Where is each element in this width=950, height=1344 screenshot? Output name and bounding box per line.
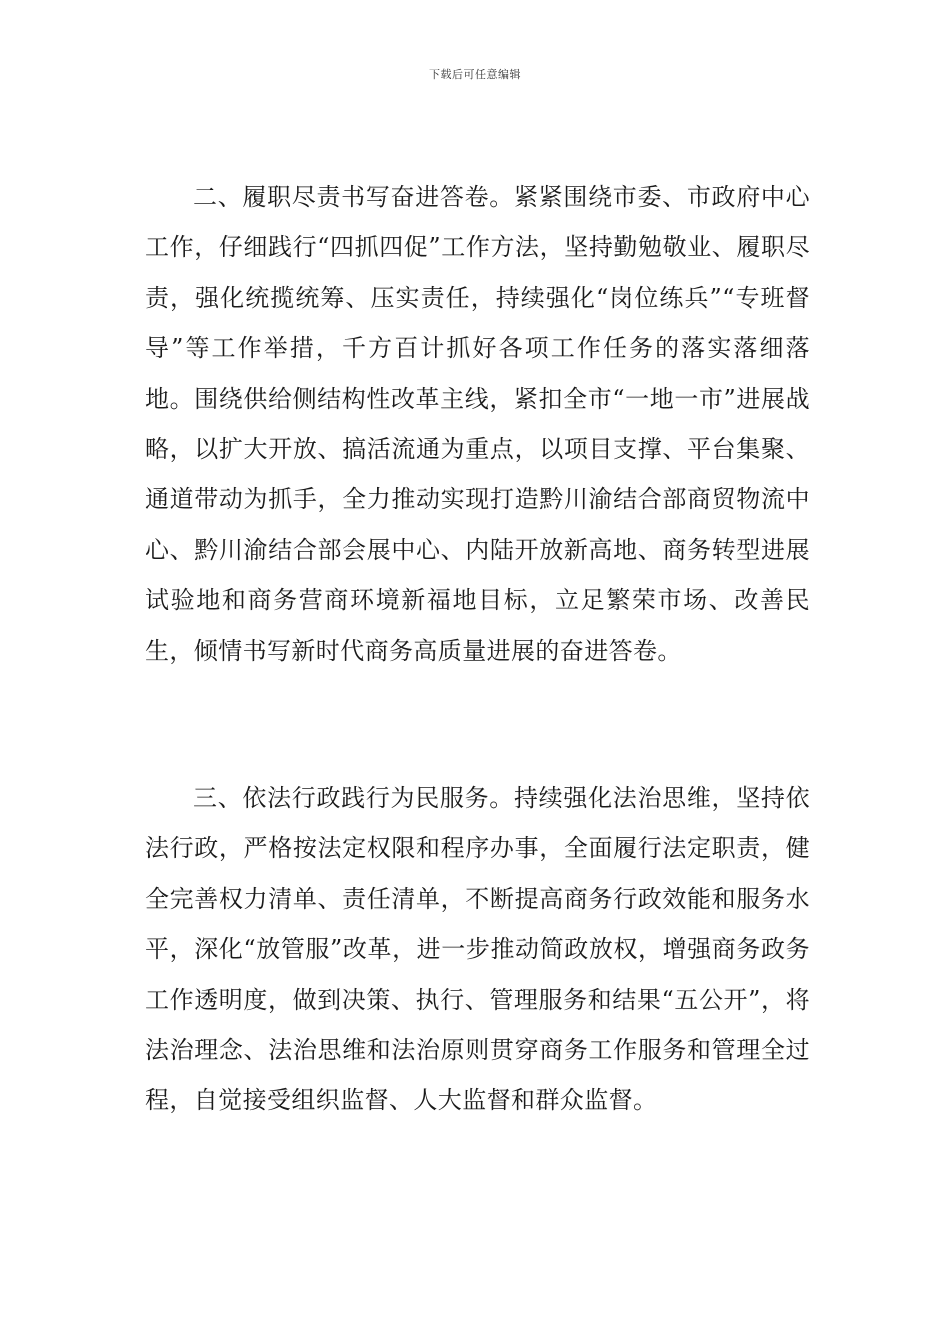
paragraph-section-3: 三、依法行政践行为民服务。持续强化法治思维，坚持依法行政，严格按法定权限和程序办事，全面履行法定职责，健全完善权力清单、责任清单，不断提高商务行政效能和服务水平，深化“放管服”改革，进一步推动简政放权，增强商务政务工作透明度，做到决策、执行、管理服务和结果“五公开”，将法治理念、法治思维和法治原则贯穿商务工作服务和管理全过程，自觉接受组织监督、人大监督和群众监督。: [145, 784, 810, 1115]
paragraph-section-2: 二、履职尽责书写奋进答卷。紧紧围绕市委、市政府中心工作，仔细践行“四抓四促”工作方法，坚持勤勉敬业、履职尽责，强化统揽统筹、压实责任，持续强化“岗位练兵”“专班督导”等工作举措，千方百计抓好各项工作任务的落实落细落地。围绕供给侧结构性改革主线，紧扣全市“一地一市”进展战略，以扩大开放、搞活流通为重点，以项目支撑、平台集聚、通道带动为抓手，全力推动实现打造黔川渝结合部商贸物流中心、黔川渝结合部会展中心、内陆开放新高地、商务转型进展试验地和商务营商环境新福地目标，立足繁荣市场、改善民生，倾情书写新时代商务高质量进展的奋进答卷。: [145, 183, 810, 665]
header-note: 下载后可任意编辑: [429, 68, 521, 81]
